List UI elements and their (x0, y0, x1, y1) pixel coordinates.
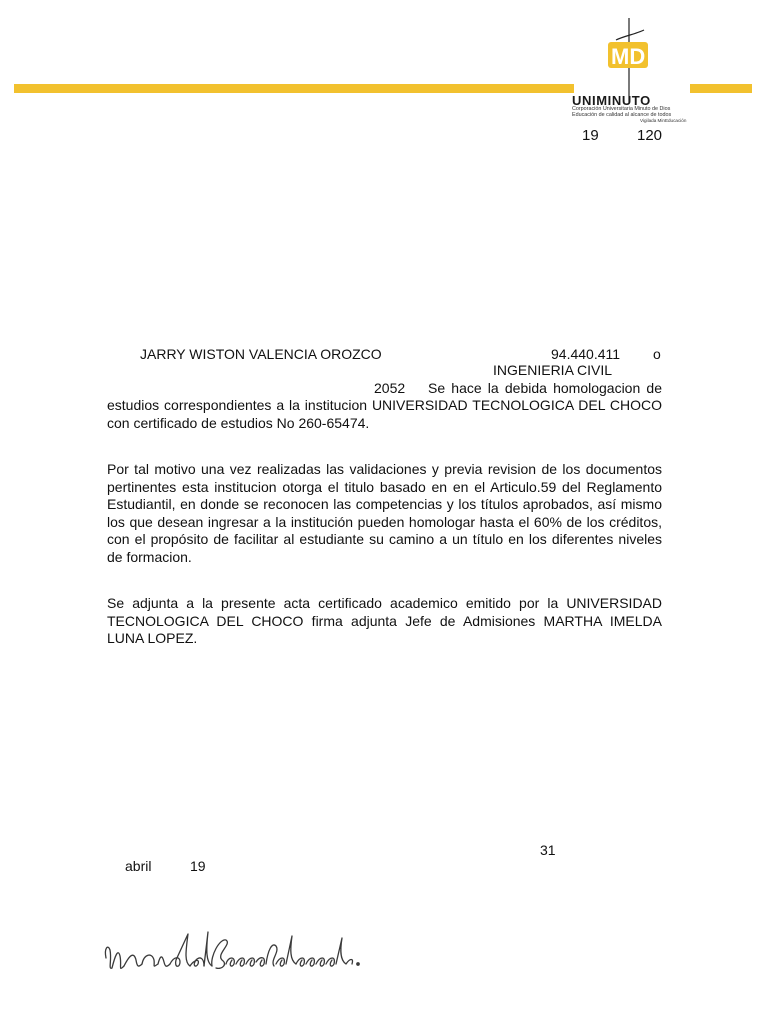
logo-tagline-1: Corporación Universitaria Minuto de Dios (572, 106, 671, 112)
date-month: abril (125, 858, 152, 874)
logo-tagline-3: Vigilada MinEducación (640, 118, 687, 123)
header-accent-bar-right (690, 84, 752, 93)
student-name: JARRY WISTON VALENCIA OROZCO (140, 346, 382, 362)
date-year: 19 (190, 858, 206, 874)
student-id-suffix: o (653, 346, 661, 362)
logo-name: UNIMINUTO (572, 93, 651, 108)
uniminuto-logo-mark (598, 18, 658, 102)
logo-tagline-2: Educación de calidad al alcance de todos (572, 112, 672, 118)
paragraph-1-first-line: Se hace la debida homologacion de (428, 380, 662, 396)
student-id-number: 94.440.411 (551, 346, 621, 362)
date-day: 31 (540, 842, 556, 858)
paragraph-1: estudios correspondientes a la institucion UNIVERSIDAD TECNOLOGICA DEL CHOCO con certificado de estudios No 260-65474. (107, 397, 662, 431)
logo-letters: MD (611, 44, 646, 69)
header-accent-bar-left (14, 84, 574, 93)
paragraph-3: Se adjunta a la presente acta certificado academico emitido por la UNIVERSIDAD TECNOLOGICA DEL CHOCO firma adjunta Jefe de Admisiones MARTHA IMELDA LUNA LOPEZ. (107, 595, 662, 646)
reference-number-b: 120 (637, 127, 663, 144)
paragraph-2: Por tal motivo una vez realizadas las validaciones y previa revision de los documentos pertinentes esta institucion otorga el titulo basado en en el Articulo.59 del Reglamento Estudiantil, en donde se reconocen las competencias y los títulos aprobados, así mismo los que desean ingresar a la institución pueden homologar hasta el 60% de los créditos, con el propósito de facilitar al estudiante su camino a un título en los diferentes niveles de formacion. (107, 461, 662, 565)
reference-number-a: 19 (582, 127, 599, 144)
program-name: INGENIERIA CIVIL (493, 362, 613, 378)
homologation-code: 2052 (374, 380, 406, 396)
handwritten-signature (100, 920, 410, 990)
